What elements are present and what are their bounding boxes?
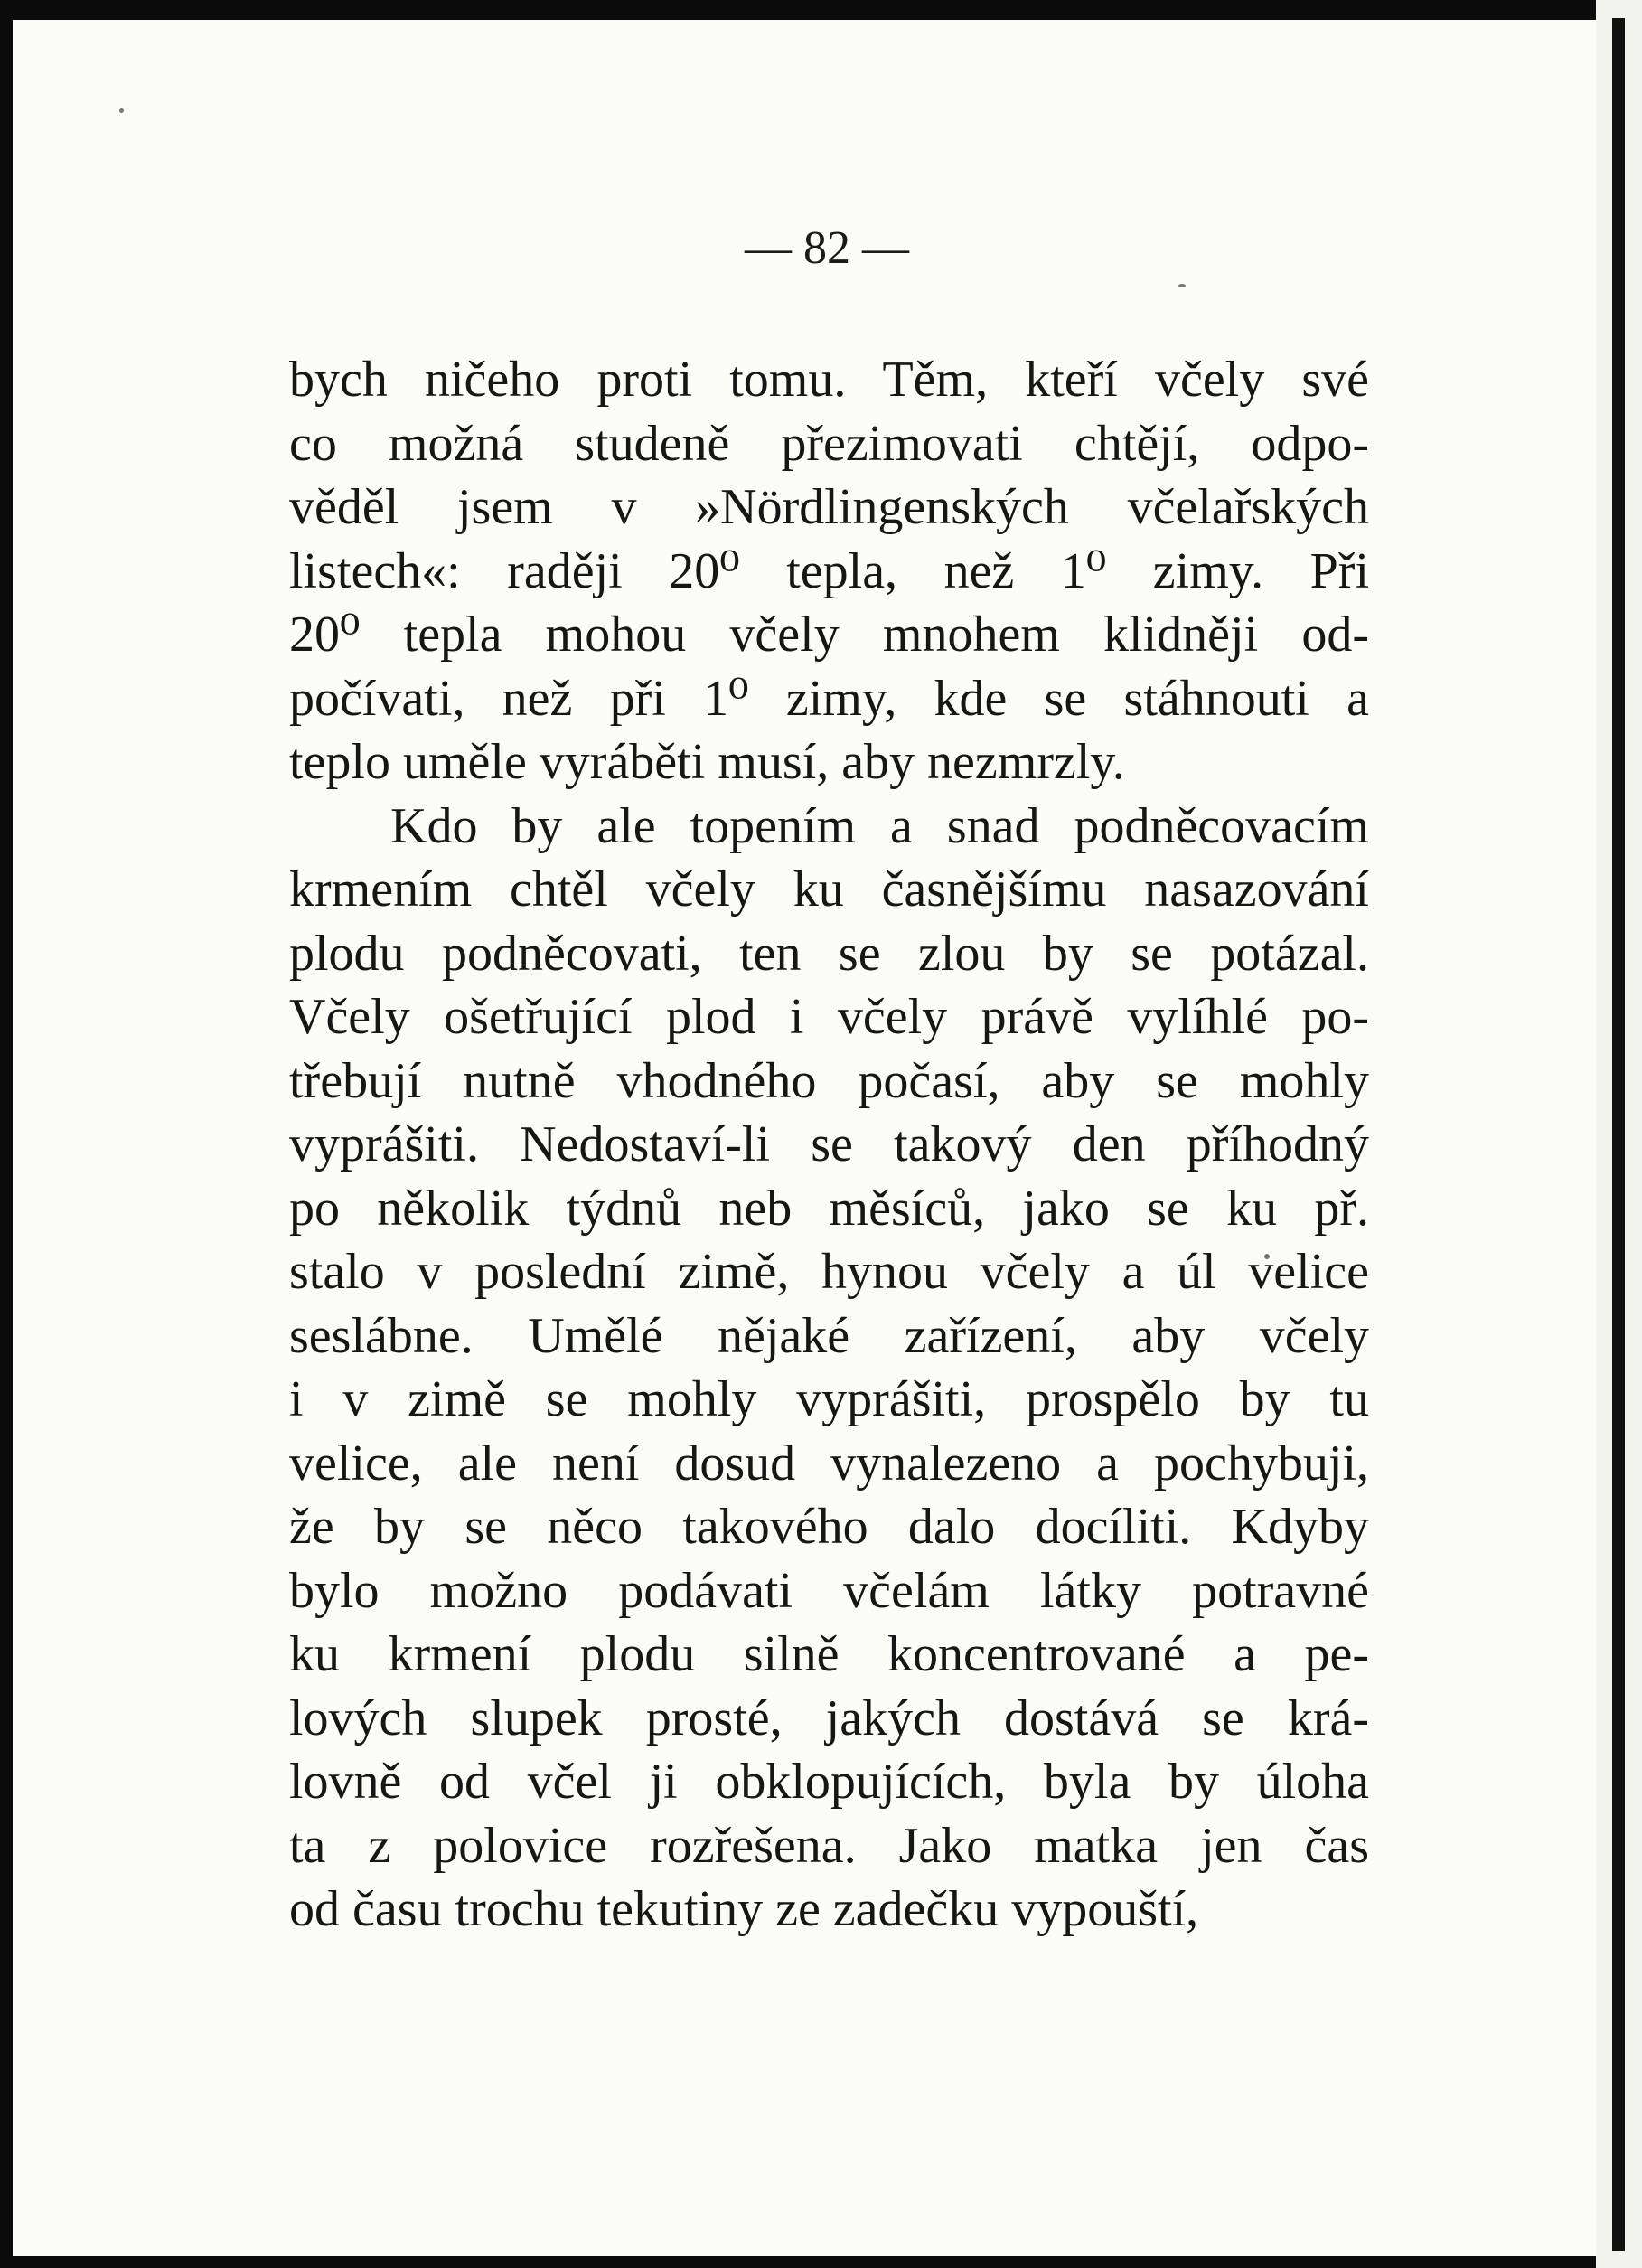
page-number: — 82 — [745, 222, 909, 274]
text-line: lovně od včel ji obklopujících, byla by úloha [289, 1754, 1369, 1810]
text-line: Včely ošetřující plod i včely právě vylíhlé po- [289, 989, 1369, 1045]
text-line: po několik týdnů neb měsíců, jako se ku př. [289, 1180, 1369, 1237]
text-line: teplo uměle vyráběti musí, aby nezmrzly. [289, 734, 1125, 790]
text-line: Kdo by ale topením a snad podněcovacím [390, 797, 1369, 854]
text-line: plodu podněcovati, ten se zlou by se potázal. [289, 925, 1369, 982]
text-line: velice, ale není dosud vynalezeno a pochybuji, [289, 1435, 1369, 1492]
text-line: lových slupek prosté, jakých dostává se krá- [289, 1689, 1369, 1746]
text-line: listech«: raději 20⁰ tepla, než 1⁰ zimy. Při [289, 542, 1369, 599]
text-line: ku krmení plodu silně koncentrované a pe- [289, 1626, 1369, 1682]
body-text [289, 348, 1369, 1942]
text-line: počívati, než při 1⁰ zimy, kde se stáhnouti a [289, 670, 1369, 727]
scan-edge [1596, 0, 1642, 2268]
text-line: věděl jsem v »Nördlingenských včelařských [289, 479, 1369, 535]
text-line: bych ničeho proti tomu. Těm, kteří včely své [289, 352, 1369, 408]
paper-speck [119, 108, 124, 113]
paper-speck [1178, 284, 1186, 287]
text-line: vyprášiti. Nedostaví-li se takový den příhodný [289, 1116, 1369, 1172]
text-line: ta z polovice rozřešena. Jako matka jen čas [289, 1817, 1369, 1874]
text-line: seslábne. Umělé nějaké zařízení, aby včely [289, 1307, 1369, 1364]
text-line: co možná studeně přezimovati chtějí, odpo- [289, 415, 1369, 472]
text-line: bylo možno podávati včelám látky potravné [289, 1562, 1369, 1619]
text-line: krmením chtěl včely ku časnějšímu nasazování [289, 861, 1369, 918]
scan-edge-rule [1612, 18, 1625, 2251]
text-line: od času trochu tekutiny ze zadečku vypouští, [289, 1881, 1199, 1937]
text-line: stalo v poslední zimě, hynou včely a úl velice [289, 1244, 1369, 1300]
text-line: třebují nutně vhodného počasí, aby se mohly [289, 1052, 1369, 1109]
text-line: že by se něco takového dalo docíliti. Kdyby [289, 1499, 1369, 1555]
text-line: 20⁰ tepla mohou včely mnohem klidněji od- [289, 607, 1369, 663]
text-line: i v zimě se mohly vyprášiti, prospělo by tu [289, 1371, 1369, 1427]
